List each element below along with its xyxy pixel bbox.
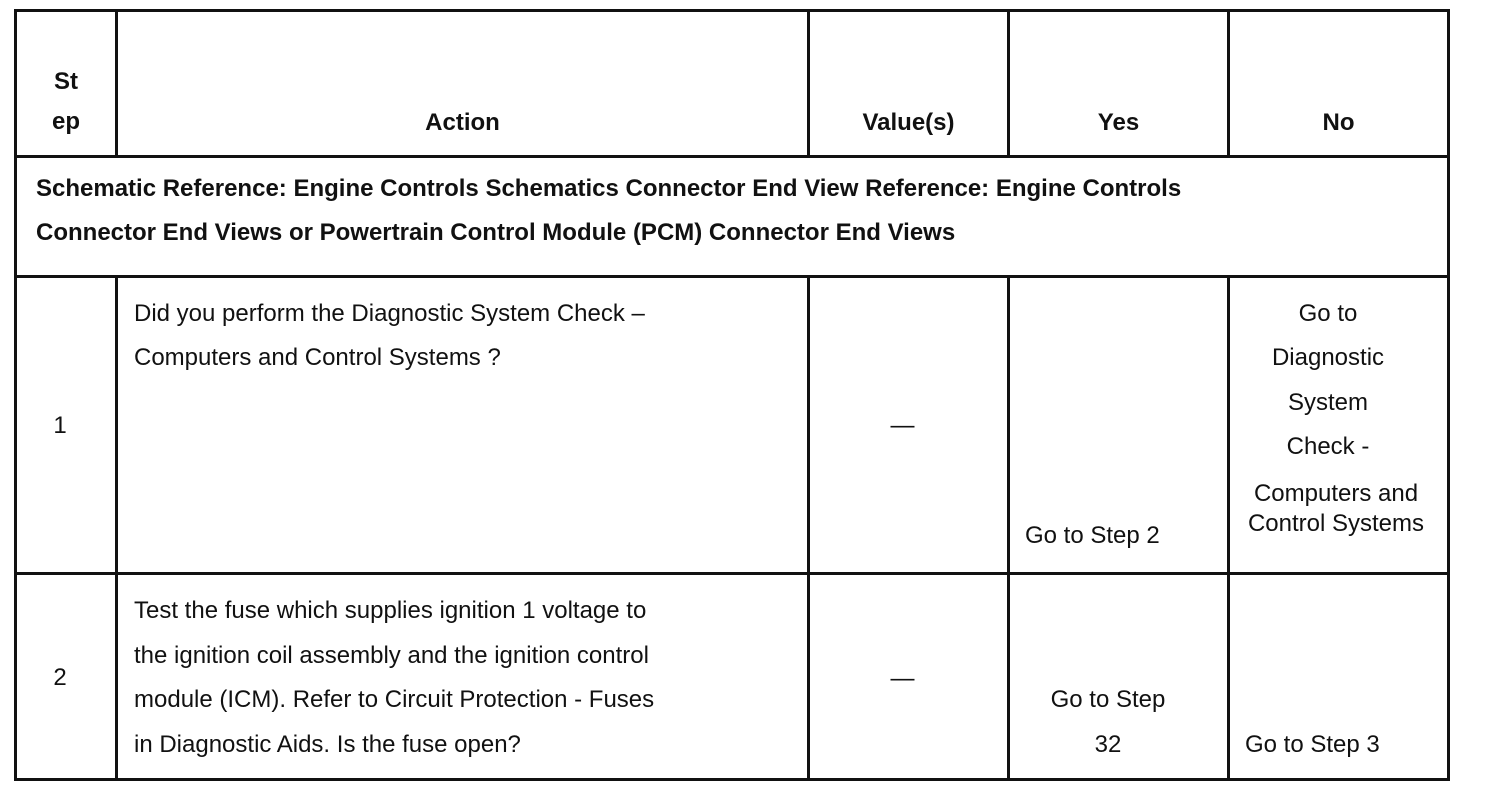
row-1-value: — xyxy=(890,412,915,439)
row-divider xyxy=(14,572,1450,575)
row-1-action-line-2: Computers and Control Systems ? xyxy=(134,344,501,371)
row-2-yes-line-2: 32 xyxy=(1094,731,1122,758)
row-1-step: 1 xyxy=(53,412,67,439)
header-divider xyxy=(14,155,1450,158)
row-2-action-line-3: module (ICM). Refer to Circuit Protection - Fuses xyxy=(134,686,655,713)
header-step: St ep xyxy=(51,68,80,135)
row-2-step: 2 xyxy=(53,664,67,691)
row-1-no-line-5: Computers and xyxy=(1253,480,1419,507)
table-border-bottom xyxy=(14,778,1450,781)
header-action: Action xyxy=(425,109,500,136)
row-1-no-line-4: Check - xyxy=(1286,433,1370,460)
column-divider-step xyxy=(115,275,118,781)
row-1-no-line-3: System xyxy=(1287,389,1368,416)
row-2-action-line-1: Test the fuse which supplies ignition 1 voltage to xyxy=(134,597,647,624)
row-1-action-line-1: Did you perform the Diagnostic System Check – xyxy=(134,300,645,327)
schematic-reference-line-1: Schematic Reference: Engine Controls Schematics Connector End View Reference: Engine Controls xyxy=(36,175,1182,202)
header-no: No xyxy=(1322,109,1355,136)
reference-divider xyxy=(14,275,1450,278)
column-divider-action xyxy=(807,275,810,781)
row-2-value: — xyxy=(890,665,915,692)
diagnostic-table xyxy=(14,9,1450,781)
row-2-yes-line-1: Go to Step xyxy=(1050,686,1166,713)
row-2-action-line-2: the ignition coil assembly and the ignition control xyxy=(134,642,649,669)
row-2-action-line-4: in Diagnostic Aids. Is the fuse open? xyxy=(134,731,521,758)
row-1-no-line-1: Go to xyxy=(1298,300,1358,327)
table-border-top xyxy=(14,9,1450,12)
header-yes: Yes xyxy=(1097,109,1140,136)
row-1-no-line-2: Diagnostic xyxy=(1271,344,1385,371)
row-1-yes: Go to Step 2 xyxy=(1025,522,1160,549)
row-1-no-line-6: Control Systems xyxy=(1247,510,1425,537)
row-2-no: Go to Step 3 xyxy=(1245,731,1380,758)
header-values: Value(s) xyxy=(862,109,955,136)
schematic-reference-line-2: Connector End Views or Powertrain Control Module (PCM) Connector End Views xyxy=(36,219,956,246)
table-border-right xyxy=(1447,9,1450,781)
